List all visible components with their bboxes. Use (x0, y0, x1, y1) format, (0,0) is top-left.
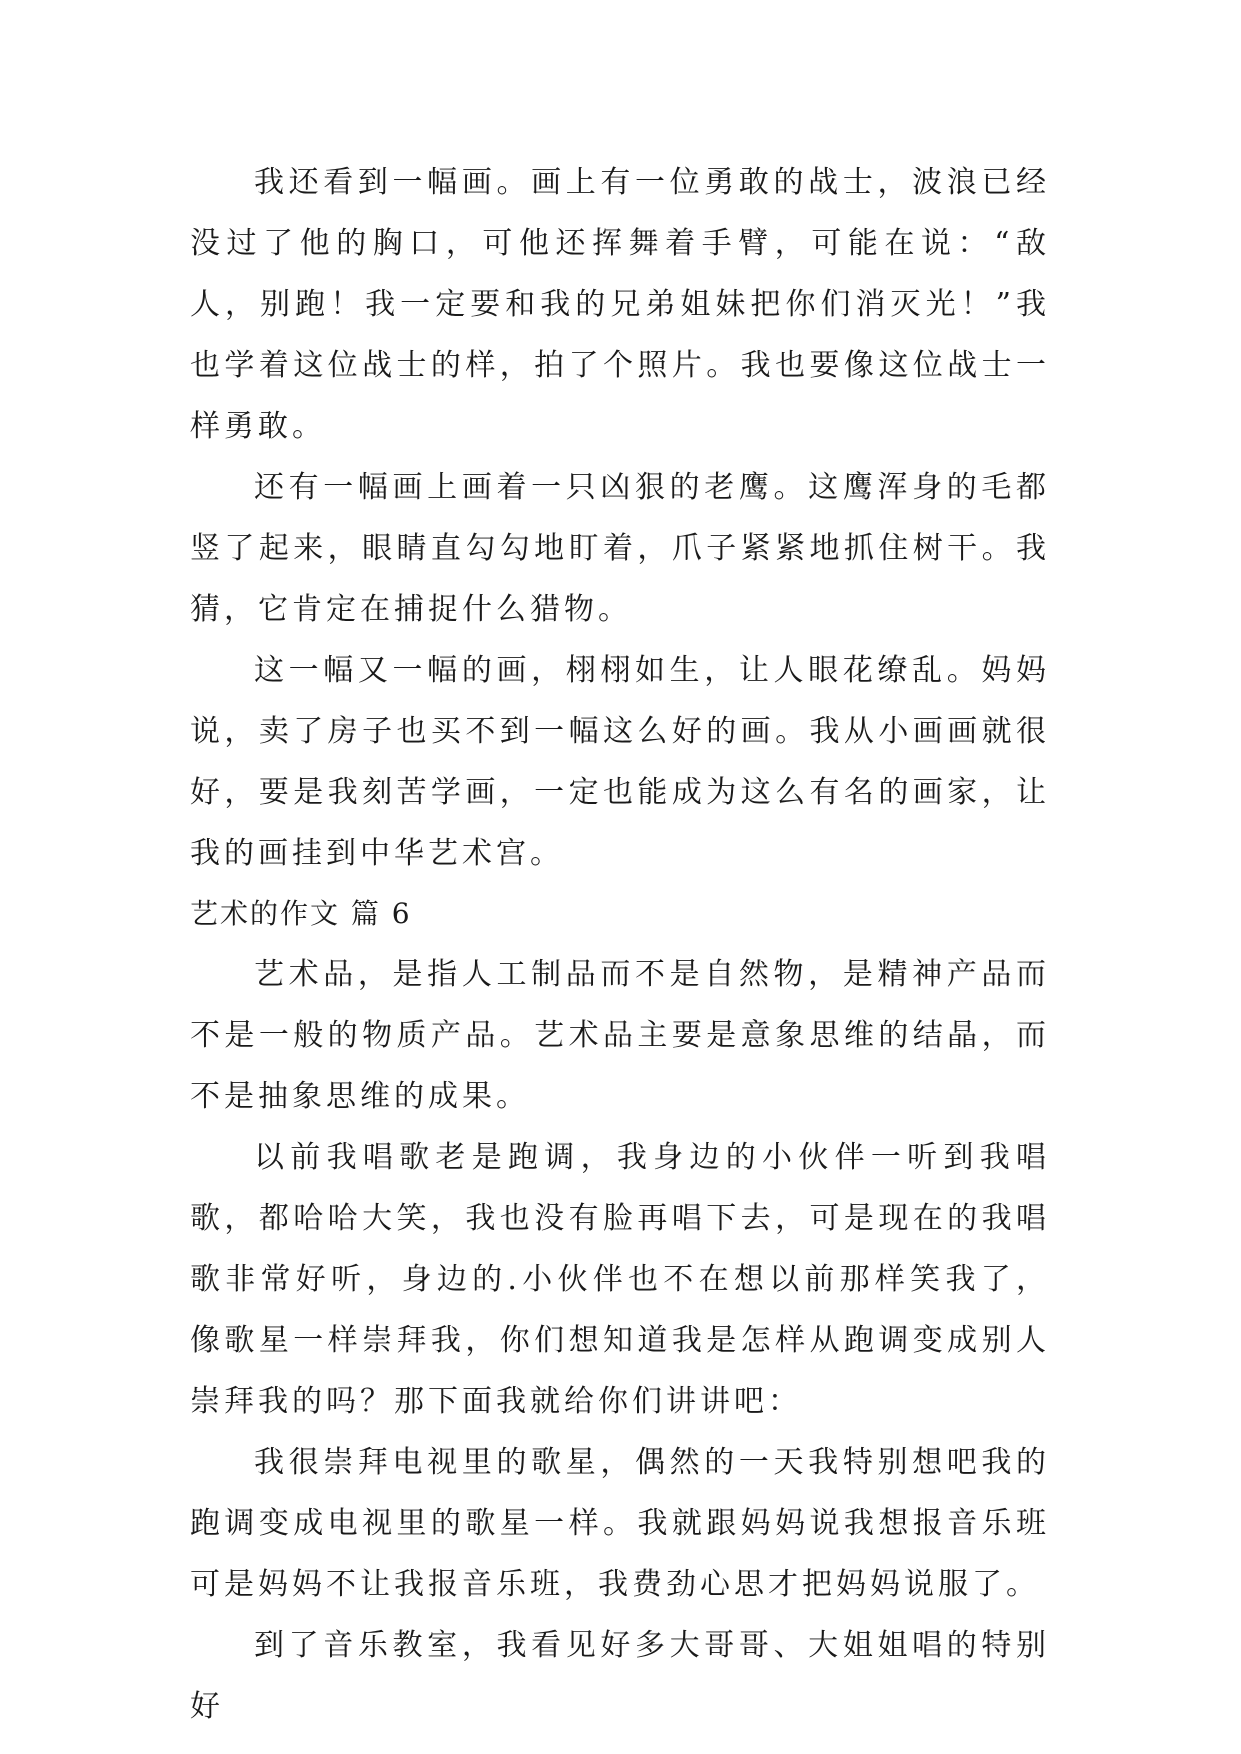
paragraph-music-class-wish: 我很崇拜电视里的歌星，偶然的一天我特别想吧我的跑调变成电视里的歌星一样。我就跟妈妈说我想报音乐班可是妈妈不让我报音乐班，我费劲心思才把妈妈说服了。 (190, 1445, 1050, 1602)
document-body (190, 152, 1050, 1737)
paragraph-paintings-summary: 这一幅又一幅的画，栩栩如生，让人眼花缭乱。妈妈说，卖了房子也买不到一幅这么好的画。我从小画画就很好，要是我刻苦学画，一定也能成为这么有名的画家，让我的画挂到中华艺术宫。 (190, 653, 1050, 871)
paragraph-music-classroom: 到了音乐教室，我看见好多大哥哥、大姐姐唱的特别好 (190, 1628, 1050, 1724)
paragraph-painting-soldier: 我还看到一幅画。画上有一位勇敢的战士，波浪已经没过了他的胸口，可他还挥舞着手臂，可能在说：“敌人，别跑！我一定要和我的兄弟姐妹把你们消灭光！”我也学着这位战士的样，拍了个照片。我也要像这位战士一样勇敢。 (190, 165, 1050, 444)
paragraph-art-definition: 艺术品，是指人工制品而不是自然物，是精神产品而不是一般的物质产品。艺术品主要是意象思维的结晶，而不是抽象思维的成果。 (190, 957, 1050, 1114)
paragraph-singing-past: 以前我唱歌老是跑调，我身边的小伙伴一听到我唱歌，都哈哈大笑，我也没有脸再唱下去，可是现在的我唱歌非常好听，身边的.小伙伴也不在想以前那样笑我了，像歌星一样崇拜我，你们想知道我是怎样从跑调变成别人崇拜我的吗？那下面我就给你们讲讲吧： (190, 1140, 1050, 1419)
paragraph-painting-eagle: 还有一幅画上画着一只凶狠的老鹰。这鹰浑身的毛都竖了起来，眼睛直勾勾地盯着，爪子紧紧地抓住树干。我猜，它肯定在捕捉什么猎物。 (190, 470, 1050, 627)
section-title: 艺术的作文 篇 6 (190, 897, 412, 930)
